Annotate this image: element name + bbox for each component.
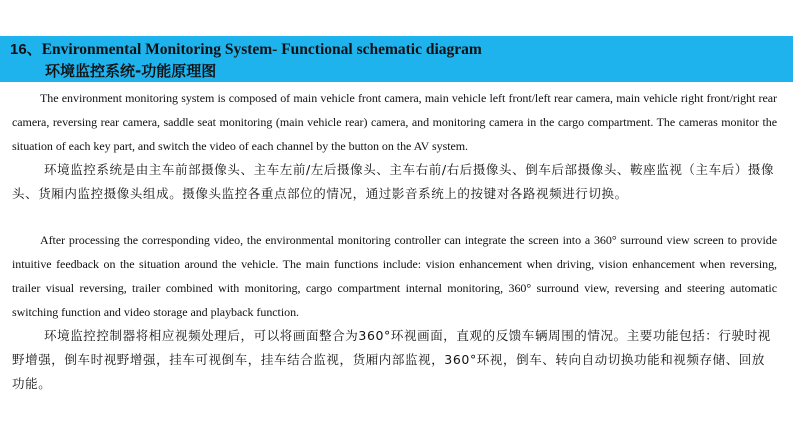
intro-paragraph-cn: 环境监控系统是由主车前部摄像头、主车左前/左后摄像头、主车右前/右后摄像头、倒车后部摄像头、鞍座监视（主车后）摄像头、货厢内监控摄像头组成。摄像头监控各重点部位的情况，通过影音系统上的按键对各路视频进行切换。: [12, 162, 775, 201]
section-title-cn: 环境监控系统-功能原理图: [45, 62, 217, 80]
section-title-en-text: Environmental Monitoring System- Functional schematic diagram: [41, 41, 482, 58]
functions-paragraph-cn: 环境监控控制器将相应视频处理后，可以将画面整合为360°环视画面，直观的反馈车辆周围的情况。主要功能包括：行驶时视野增强，倒车时视野增强，挂车可视倒车，挂车结合监视，货厢内部监视，360°环视，倒车、转向自动切换功能和视频存储、回放功能。: [12, 328, 771, 391]
functions-paragraph-en: After processing the corresponding video, the environmental monitoring controller can integrate the screen into a 360° surround view screen to provide intuitive feedback on the situation around the vehicle. The main functions include: vision enhancement when driving, vision enhancement when reversing, trailer visual reversing, trailer combined with monitoring, cargo compartment internal monitoring, 360° surround view, reversing and steering automatic switching function and video storage and playback function.: [12, 233, 777, 319]
section-number: 16、: [10, 41, 42, 58]
intro-paragraph-en: The environment monitoring system is composed of main vehicle front camera, main vehicle left front/left rear camera, main vehicle right front/right rear camera, reversing rear camera, saddle seat monitoring (main vehicle rear) camera, and monitoring camera in the cargo compartment. The cameras monitor the situation of each key part, and switch the video of each channel by the button on the AV system.: [12, 91, 777, 153]
section-title-en: [10, 38, 482, 59]
